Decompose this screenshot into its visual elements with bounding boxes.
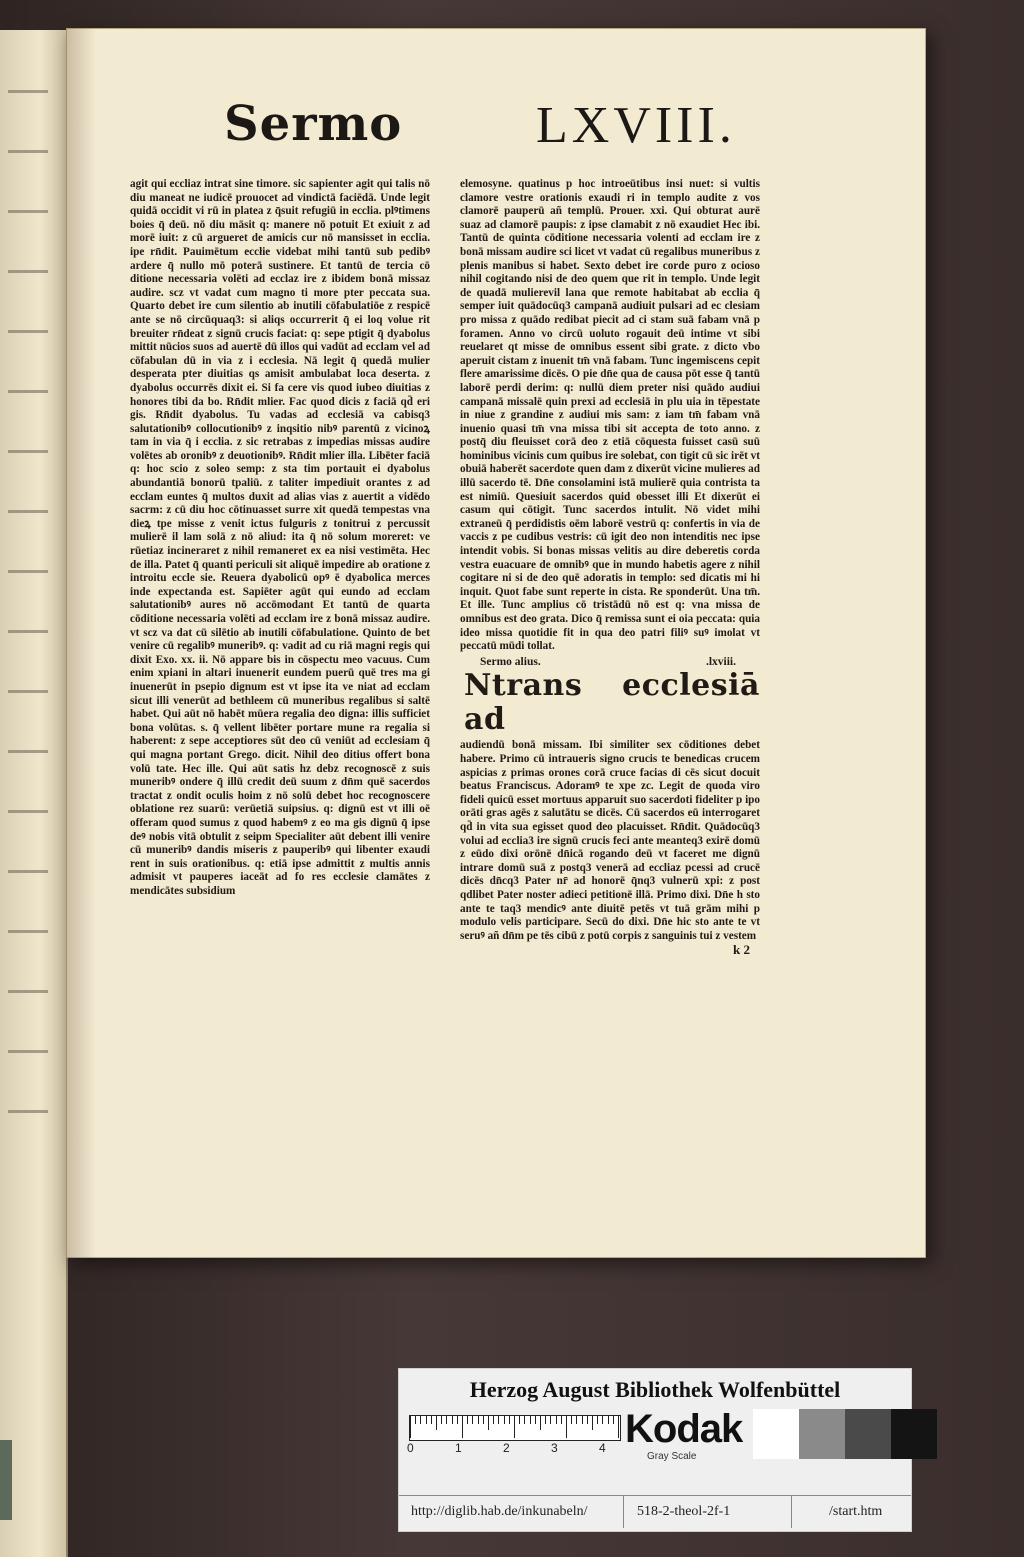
ruler-tick (426, 1416, 427, 1424)
library-name: Herzog August Bibliothek Wolfenbüttel (469, 1377, 841, 1402)
signature-mark: k 2 (733, 942, 750, 958)
ruler-tick (488, 1416, 489, 1430)
ruler-tick (436, 1416, 437, 1430)
column-text: agit qui eccliaz intrat sine timore. sic sapienter agit qui talis nō diu maneat ne iudicē prouocet ad vindictā faciēdā. Unde legit quidā occidit vi rū in platea z q̄suit refugiū in ecclia. plꝰtimens boies q̄ deū. nō diu māsit q: manere nō potuit Et exiuit z ad morē iuit: z cū argueret de amicis cur nō mansisset in ecclia. ipe rn̄dit. Pauimētum eccłie videbat mihi tantū sub pedibꝰ ardere q̄ nullo mō poterā sustinere. Et tantū de tercia cō ditione necessaria volēti ad ecclaz ire z ibidem bonā missaz audire. scz vt vadat cum magno ti more pter peccata sua. Quarto debet ire cum silentio ab inutili cōfabulatiōe z respicē ante se nō circūquaq3: si aliqs occurrerit q̄ ei loq volue rit breuiter rn̄deat z signū crucis faciat: q: sepe ptigit q̄ dyabolus mittit nūcios suos ad auertē dū illos qui vadūt ad ecclam vel ad cōfabulan dū in via z i ecclesia. Nā legit q̄ quedā mulier desperata pter diuitias qs amisit ambulabat loca deserta. z dyabolus occurrēs dixit ei. Si fa cere vis quod iubeo diuitias z honores tibi da bo. Rn̄dit mlier. Fac quod dicis z faciā qd̄ eri gis. Rn̄dit dyabolus. Tu vadas ad ecclesiā va cabisq3 salutationibꝰ collocutionibꝰ z inqsitio nibꝰ parentū z vicinoꝝ tam in via q̄ i ecclia. z sic retrabas z impedias missas audire volētes ab oronibꝰ z deuotionibꝰ. Rn̄dit mlier illa. Libēter faciā q: hoc scio z soleo semp: z sta tim portauit ei dyabolus abundantiā bonorū tpaliū. z taliter impediuit orantes z ad ecclam euntes q̄ multos duxit ad alias vias z auertit a vidēdo sacrm: z cū diu hoc cōtinuasset surre xit quedā tempestas vna dieꝝ tpe misse z venit ictus fulguris z tonitrui z percussit mulierē il lam solā z nō aliud: ita q̄ nō solum moreret: ve rūetiaz incineraret z nihil remaneret ex ea nisi vestimēta. Hec de illa. Patet q̄ quanti periculi sit aliquē impedire ab oratione z introitu eccle sie. Reuera dyabolicū opꝰ ē dyabolica merces inde expectanda est. Sapiēter agūt qui eundo ad ecclam salutationibꝰ aures nō accōmodant Et tantū de quarta cōditione necessaria volēti ad ecclam ire z bonā missaz audire. vt scz va dat cū silētio ab inutili cōfabulatione. Quinto de bet venire cū regalibꝰ muneribꝰ. q: vadit ad cu riā magni regis qui dixit Exo. xx. ii. Nō appare bis in cōspectu meo vacuus. Cum enim xpiani in altari inuenerit eundem puerū quē tres ma gi inuenerūt in psepio dignum est vt ipse ita ve niat ad ecclam sicut illi venerūt ad bethleem cū muneribus regalibus si saltē habet. Qui aūt nō habēt mūera regalia deo digna: illis sufficiet bona volūtas. s. q̄ vellent libēter portare mune ra regalia si haberent: z sepe acceptiores sūt deo cū veniūt ad ecclesiam q̄ qui magna portant Grego. dicit. Nihil deo ditius offert bona volū tate. Hec ille. Qui aūt satis hz debz recognoscē z suis muneribꝰ ondere q̄ illū credit deū suum z dn̄m quē sacerdos tractat z ondit oculis hoim z nō solū debet hoc recognoscere oblatione rez suarū: verūetiā suipsius. q: dignū est vt illi oē offeram quod sumus z quod habemꝰ z eo ma gis dignū q̄ ipse deꝰ nobis vitā obtulit z seipm Specialiter aūt debent illi venire cū muneribꝰ dandis miseris z pauperibꝰ qui libenter exaudi rent in suis orationibus. q: etiā ipse admittit z multis annis admisit vt pauperes iaceāt ad fo res ecclesie clamātes z mendicātes subsidium (130, 178, 430, 897)
ruler-tick (582, 1416, 583, 1424)
kodak-logo: Kodak (625, 1407, 743, 1451)
ruler-tick (602, 1416, 603, 1424)
ruler-tick (509, 1416, 510, 1424)
card-start-path: /start.htm (829, 1504, 883, 1519)
ruler-tick (592, 1416, 593, 1430)
color-calibration-card (398, 1368, 912, 1532)
book-page (66, 28, 926, 1258)
sermon-incipit: Ntrans ecclesiā ad (464, 668, 760, 738)
ruler-tick (415, 1416, 416, 1424)
ruler-tick (545, 1416, 546, 1424)
ruler-tick (530, 1416, 531, 1424)
swatch-mid-gray (799, 1409, 845, 1459)
column-text: elemosyne. quatinus p hoc introeūtibus insi nuet: si vultis clamore vestre orationis exaudi ri in templo audite z vos clamorē pauperū añ templū. Prouer. xxi. Qui obturat aurē suaz ad clamorē paupis: z ipse clamabit z nō exaudiet Hec ibi. Tantū de quinta cōditione necessaria volenti ad ecclam ire z bonā missam audire sci licet vt vadat cū regalibus muneribus z plenis manibus si habet. Sexto debet ire corde puro z ocioso nihil cogitando nisi de deo quem que rit in templo. Unde legit de quadā mulierevil lana que remote habitabat ab ecclia q̄ semper iuit quādocūq3 campanā audiuit pulsari ad ec clesiam pro missa z quādo redibat piecit ad ci stam suā fabam vnā p foramen. Anno vo circū uoluto rogauit deū intime vt sibi reuelaret qt misse de omnibus essent sibi grate. z dicto vbo aperuit cistam z inuenit tm̄ vnā fabam. Tunc ingemiscens cepit flere amarissime dicēs. O pie dn̄e qua de causa pōt esse q̄ tantū laborē perdi derim: q: nullū diem preter nisi quādo audiui campanā missalē quin prexi ad ecclesiā in plu uia in tēpestate in niue z grandine z audiui mis sam: z iam tm̄ fabam vnā inuenio quasi tm̄ vna missa tibi sit accepta de toto anno. z postq̄ diu fleuisset corā deo z etiā cōquesta fuisset casū suū hominibus vicinis cum quibus ire solebat, con tigit cū sic irēt vt obuiā haberēt sacerdote quen dam z dixerūt vicine mulieres ad illū sacerdo tē. Dn̄e consolamini istā mulierē quia contrista ta est nimiū. Quesiuit sacerdos quid obesset illi Et dixerūt ei casum qui cōtigit. Tunc sacerdos intulit. Nō videt mihi extraneū q̄ perdidistis oēm laborē vestrū q: confertis in via de vaccis z pe cudibus vestris: cū igit deo non intenditis nec ipse intendit vobis. Si bonas missas velitis au dire deberetis corda vestra euacuare de omnibꝰ que in mundo habetis agere z nihil cogitare ni si de deo quē adoratis in templo: sed dicatis mi hi inquit. Quot fabe sunt reperte in cista. Re sponderūt. Una tm̄. Et ille. Tunc amplius cō tristādū nō est q: vna missa de omnibus est deo grata. Dico q̄ remissa sunt ei oia peccata: quia ideo missa quotidie fit in qua deo patri filiꝰ suꝰ imolat vt peccatū mūdi tollat. (460, 178, 760, 653)
ruler-tick (483, 1416, 484, 1424)
ruler-label: 3 (551, 1441, 558, 1455)
ruler-tick (514, 1416, 515, 1438)
ruler-tick (608, 1416, 609, 1424)
sermon-heading (460, 654, 760, 670)
gray-swatches (753, 1409, 937, 1459)
ruler-tick (452, 1416, 453, 1424)
ruler-tick (587, 1416, 588, 1424)
ruler-tick (561, 1416, 562, 1424)
ruler-tick (420, 1416, 421, 1424)
ruler-tick (576, 1416, 577, 1424)
card-url-row (399, 1495, 911, 1528)
ruler-tick (556, 1416, 557, 1424)
ruler-tick (441, 1416, 442, 1424)
header-folio-number: LXVIII. (536, 97, 736, 154)
ruler-tick (472, 1416, 473, 1424)
ruler-tick (478, 1416, 479, 1424)
swatch-dark-gray (845, 1409, 891, 1459)
swatch-black (891, 1409, 937, 1459)
ruler-tick (519, 1416, 520, 1424)
ruler-label: 1 (455, 1441, 462, 1455)
header-left-word: Sermo (224, 96, 403, 152)
ruler-labels (409, 1441, 619, 1457)
ruler-tick (446, 1416, 447, 1424)
ruler-label: 0 (407, 1441, 414, 1455)
sermon-heading-label: Sermo alius. (480, 655, 541, 668)
ruler-tick (535, 1416, 536, 1424)
measurement-ruler (409, 1415, 621, 1441)
ruler-tick (613, 1416, 614, 1424)
card-shelfmark: 518-2-theol-2f-1 (637, 1504, 731, 1519)
gray-scale-label: Gray Scale (647, 1451, 697, 1462)
text-column-left (130, 178, 430, 1268)
ruler-tick (566, 1416, 567, 1438)
page-tab-marker (0, 1440, 12, 1520)
sermon-heading-number: .lxviii. (705, 655, 736, 668)
ruler-tick (597, 1416, 598, 1424)
ruler-tick (540, 1416, 541, 1430)
ruler-label: 2 (503, 1441, 510, 1455)
ruler-tick (467, 1416, 468, 1424)
ruler-tick (457, 1416, 458, 1424)
ruler-tick (571, 1416, 572, 1424)
ruler-tick (493, 1416, 494, 1424)
ruler-tick (410, 1416, 411, 1438)
column-text: audiendū bonā missam. Ibi similiter sex cōditiones debet habere. Primo cū intraueris signo crucis te benedicas crucem aspicias z primas orones corā cruce facias di cēs sicut docuit beatus Franciscus. Adoramꝰ te xpe zc. Legit de quoda viro fideli quicū esset mortuus apparuit suo sacerdoti fideliter p ipo orāti gras agēs z salutātu se dicēs. Cū sacerdos eū interrogaret qd̄ in vita sua egisset quod deo placuisset. Rn̄dit. Quādocūq3 volui ad ecclia3 ire signū crucis feci ante meanteq3 exirē domū z eūdo dixi orōnē dn̄icā rogando deū vt faceret me dignū intrare domū suā z postq3 venerā ad eccliaz pcessi ad crucē dicēs dn̄cq3 Pater nr̄ ad honorē q̄nq3 vulnerū xpi: z post qdlibet Pater noster adieci petitionē illā. Primo dixi. Dn̄e h sto ante te taq3 mendicꝰ ante diuitē petēs vt tuā grām mihi p modulo velis participare. Secū do dixi. Dn̄e hic sto ante te vt seruꝰ añ dn̄m pe tēs cibū z potū corpis z sanguinis tui z vestem (460, 739, 760, 942)
running-header (66, 96, 926, 166)
facing-page-edge (0, 30, 68, 1557)
ruler-tick (498, 1416, 499, 1424)
swatch-white (753, 1409, 799, 1459)
card-url: http://diglib.hab.de/inkunabeln/ (411, 1504, 588, 1519)
ruler-tick (618, 1416, 619, 1438)
ruler-tick (504, 1416, 505, 1424)
ruler-tick (431, 1416, 432, 1424)
ruler-label: 4 (599, 1441, 606, 1455)
text-column-right (460, 178, 760, 1268)
ruler-tick (462, 1416, 463, 1438)
ruler-tick (524, 1416, 525, 1424)
ruler-tick (550, 1416, 551, 1424)
